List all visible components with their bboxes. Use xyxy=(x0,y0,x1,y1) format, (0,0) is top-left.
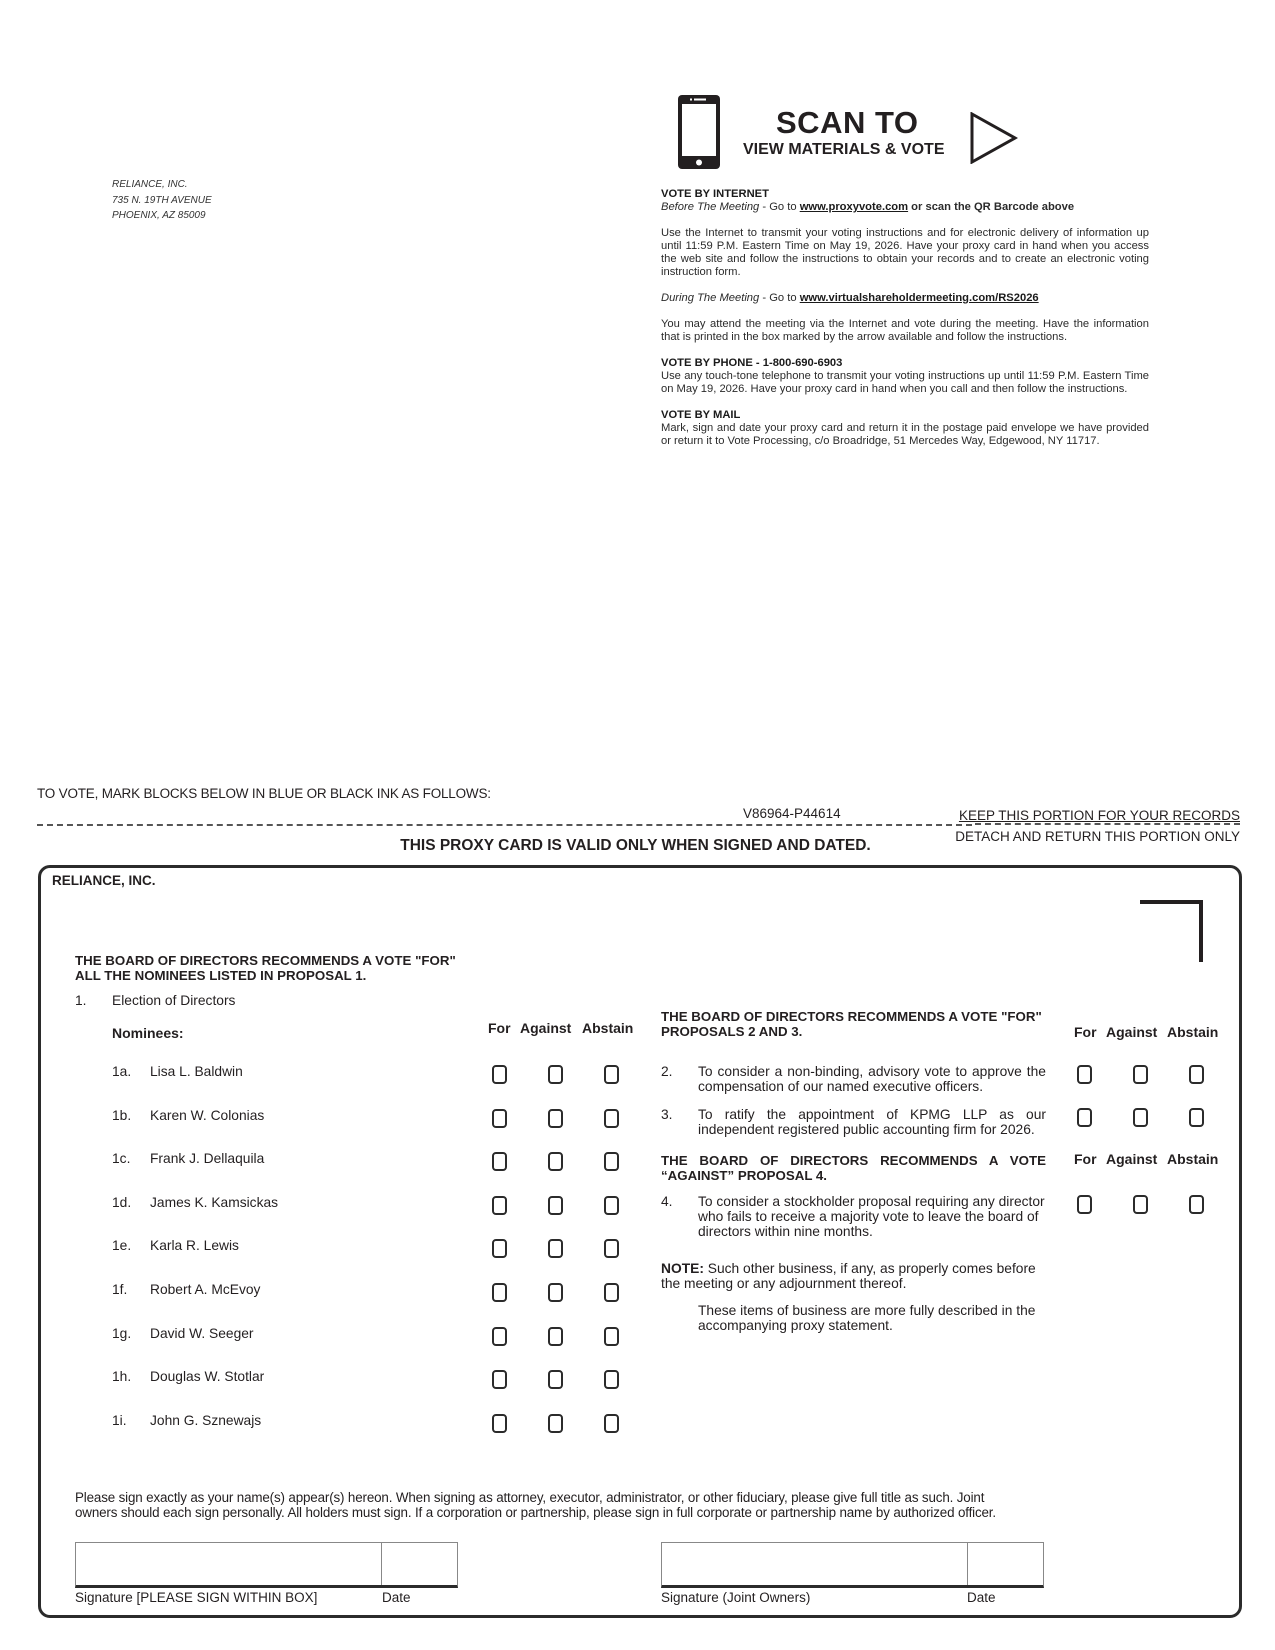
checkbox-abstain[interactable] xyxy=(604,1327,619,1346)
nominee-name: Karla R. Lewis xyxy=(150,1238,239,1254)
recommendation-line: “AGAINST” PROPOSAL 4. xyxy=(661,1168,827,1183)
column-header-for: For xyxy=(1074,1024,1097,1040)
date-label-primary: Date xyxy=(382,1590,411,1605)
during-meeting-label: During The Meeting xyxy=(661,292,760,304)
marking-instruction: TO VOTE, MARK BLOCKS BELOW IN BLUE OR BLACK INK AS FOLLOWS: xyxy=(37,786,491,801)
recommendation-line: THE BOARD OF DIRECTORS RECOMMENDS A VOTE xyxy=(661,1153,1046,1168)
proposal-2-number: 2. xyxy=(661,1064,673,1079)
signature-box-primary[interactable] xyxy=(75,1542,458,1588)
checkbox-proposal-2-abstain[interactable] xyxy=(1189,1065,1204,1084)
column-header-abstain: Abstain xyxy=(1167,1024,1219,1040)
checkbox-for[interactable] xyxy=(492,1109,507,1128)
nominee-id: 1a. xyxy=(112,1064,132,1079)
nominee-name: John G. Sznewajs xyxy=(150,1412,262,1428)
proposal1-title: Election of Directors xyxy=(112,993,236,1008)
recommendation-line: THE BOARD OF DIRECTORS RECOMMENDS A VOTE "FOR" xyxy=(75,953,456,968)
signature-box-joint[interactable] xyxy=(661,1542,1044,1588)
before-meeting-line xyxy=(661,201,1149,214)
recommendation-line: PROPOSALS 2 AND 3. xyxy=(661,1024,803,1039)
checkbox-abstain[interactable] xyxy=(604,1370,619,1389)
nominee-id: 1f. xyxy=(112,1282,128,1297)
during-meeting-body: You may attend the meeting via the Internet and vote during the meeting. Have the information that is printed in the box marked by the arrow available and follow the instructions. xyxy=(661,318,1149,343)
column-header-against: Against xyxy=(1106,1024,1158,1040)
proposal1-recommendation xyxy=(75,953,456,983)
column-header-against: Against xyxy=(1106,1151,1158,1167)
validity-notice xyxy=(0,837,1275,855)
checkbox-for[interactable] xyxy=(492,1065,507,1084)
checkbox-for[interactable] xyxy=(492,1370,507,1389)
mail-body: Mark, sign and date your proxy card and return it in the postage paid envelope we have provided or return it to Vote Processing, c/o Broadridge, 51 Mercedes Way, Edgewood, NY 11717. xyxy=(661,422,1149,447)
goto-text: - Go to xyxy=(759,292,800,304)
control-number: V86964-P44614 xyxy=(743,806,841,821)
recommendation-line: THE BOARD OF DIRECTORS RECOMMENDS A VOTE "FOR" xyxy=(661,1009,1042,1024)
checkbox-proposal-4-abstain[interactable] xyxy=(1189,1195,1204,1214)
date-divider xyxy=(381,1543,382,1585)
proposals-2-3-recommendation xyxy=(661,1009,1042,1039)
nominee-name: Douglas W. Stotlar xyxy=(150,1369,265,1385)
vote-instructions xyxy=(661,188,1149,448)
checkbox-for[interactable] xyxy=(492,1152,507,1171)
scan-title: SCAN TO xyxy=(776,105,919,140)
description-line: accompanying proxy statement. xyxy=(698,1318,893,1333)
checkbox-abstain[interactable] xyxy=(604,1239,619,1258)
checkbox-proposal-3-for[interactable] xyxy=(1077,1108,1092,1127)
nominee-name: Frank J. Dellaquila xyxy=(150,1151,265,1167)
play-triangle-icon xyxy=(970,112,1018,164)
checkbox-abstain[interactable] xyxy=(604,1283,619,1302)
proposal-4-text xyxy=(698,1194,1046,1239)
smartphone-icon xyxy=(677,94,721,170)
column-header-for: For xyxy=(1074,1151,1097,1167)
proposal-3-text xyxy=(698,1107,1046,1137)
proposal-line: compensation of our named executive officers. xyxy=(698,1079,984,1094)
checkbox-abstain[interactable] xyxy=(604,1065,619,1084)
checkbox-for[interactable] xyxy=(492,1239,507,1258)
nominee-id: 1d. xyxy=(112,1194,132,1210)
nominees-label: Nominees: xyxy=(112,1025,184,1041)
detach-line-right xyxy=(975,823,1240,825)
return-address xyxy=(112,177,212,224)
address-line: RELIANCE, INC. xyxy=(112,179,188,190)
nominee-name: Robert A. McEvoy xyxy=(150,1282,261,1297)
vote-by-phone-heading: VOTE BY PHONE - 1-800-690-6903 xyxy=(661,357,843,369)
signature-primary-label: Signature [PLEASE SIGN WITHIN BOX] xyxy=(75,1590,318,1605)
phone-body: Use any touch-tone telephone to transmit your voting instructions up until 11:59 P.M. Eastern Time on May 19, 2026. Have your proxy card in hand when you call and then follow the instructions. xyxy=(661,370,1149,395)
checkbox-proposal-2-against[interactable] xyxy=(1133,1065,1148,1084)
checkbox-proposal-4-for[interactable] xyxy=(1077,1195,1092,1214)
corner-bracket-mark xyxy=(1140,900,1203,962)
note-line: the meeting or any adjournment thereof. xyxy=(661,1276,907,1291)
checkbox-against[interactable] xyxy=(548,1196,563,1215)
instruction-line: Please sign exactly as your name(s) appear(s) hereon. When signing as attorney, executor, administrator, or other fiduciary, please give full title as such. Joint xyxy=(75,1490,985,1505)
checkbox-for[interactable] xyxy=(492,1414,507,1433)
checkbox-proposal-2-for[interactable] xyxy=(1077,1065,1092,1084)
address-line: 735 N. 19TH AVENUE xyxy=(112,194,212,206)
nominee-id: 1e. xyxy=(112,1238,132,1254)
proposal-line: To consider a stockholder proposal requiring any director xyxy=(698,1194,1045,1209)
detach-line xyxy=(37,824,972,826)
proposal-line: directors within nine months. xyxy=(698,1224,873,1239)
description-line: These items of business are more fully described in the xyxy=(698,1303,1036,1318)
proposal-line: To ratify the appointment of KPMG LLP as our xyxy=(698,1107,1046,1122)
checkbox-proposal-4-against[interactable] xyxy=(1133,1195,1148,1214)
keep-portion-label: KEEP THIS PORTION FOR YOUR RECORDS xyxy=(958,808,1240,823)
vote-by-mail-heading: VOTE BY MAIL xyxy=(661,409,741,421)
note-label: NOTE: xyxy=(661,1261,704,1276)
checkbox-for[interactable] xyxy=(492,1327,507,1346)
nominee-id: 1b. xyxy=(112,1107,132,1123)
proposal-3-number: 3. xyxy=(661,1107,673,1122)
detach-portion-label: DETACH AND RETURN THIS PORTION ONLY xyxy=(955,829,1240,844)
signature-joint-label: Signature (Joint Owners) xyxy=(661,1590,811,1605)
proposal-line: who fails to receive a majority vote to leave the board of xyxy=(698,1209,1039,1224)
vote-by-internet-heading: VOTE BY INTERNET xyxy=(661,188,769,200)
column-header-abstain: Abstain xyxy=(582,1020,634,1036)
checkbox-against[interactable] xyxy=(548,1283,563,1302)
proposal-line: To consider a non-binding, advisory vote to approve the xyxy=(698,1064,1046,1079)
instruction-line: owners should each sign personally. All holders must sign. If a corporation or partnership, please sign in full corporate or partnership name by authorized officer. xyxy=(75,1505,996,1520)
qr-instruction: or scan the QR Barcode above xyxy=(908,201,1075,213)
checkbox-against[interactable] xyxy=(548,1370,563,1389)
virtual-meeting-link[interactable]: www.virtualshareholdermeeting.com/RS2026 xyxy=(799,292,1039,304)
nominee-id: 1i. xyxy=(112,1412,127,1428)
date-label-joint: Date xyxy=(967,1590,996,1605)
nominee-name: Karen W. Colonias xyxy=(150,1107,265,1123)
note-line: Such other business, if any, as properly comes before xyxy=(703,1261,1036,1276)
proxyvote-link[interactable]: www.proxyvote.com xyxy=(799,201,909,213)
date-divider xyxy=(967,1543,968,1585)
business-description xyxy=(698,1303,1035,1333)
during-meeting-line xyxy=(661,292,1149,305)
checkbox-for[interactable] xyxy=(492,1283,507,1302)
checkbox-abstain[interactable] xyxy=(604,1109,619,1128)
proposal-4-number: 4. xyxy=(661,1194,673,1209)
proposal1-number: 1. xyxy=(75,993,87,1008)
checkbox-abstain[interactable] xyxy=(604,1414,619,1433)
checkbox-against[interactable] xyxy=(548,1414,563,1433)
proposal-line: independent registered public accounting firm for 2026. xyxy=(698,1122,1035,1137)
checkbox-abstain[interactable] xyxy=(604,1152,619,1171)
proposal-4-recommendation xyxy=(661,1153,1046,1183)
nominee-id: 1g. xyxy=(112,1325,132,1341)
recommendation-line: ALL THE NOMINEES LISTED IN PROPOSAL 1. xyxy=(75,968,367,983)
signing-instructions xyxy=(75,1490,1050,1520)
checkbox-against[interactable] xyxy=(548,1239,563,1258)
note-text xyxy=(661,1261,1046,1291)
proposal-2-text xyxy=(698,1064,1046,1094)
column-header-against: Against xyxy=(520,1020,572,1036)
card-company-name: RELIANCE, INC. xyxy=(52,873,156,888)
checkbox-proposal-3-abstain[interactable] xyxy=(1189,1108,1204,1127)
checkbox-against[interactable] xyxy=(548,1109,563,1128)
before-meeting-label: Before The Meeting xyxy=(661,201,760,213)
column-header-for: For xyxy=(488,1020,511,1036)
checkbox-against[interactable] xyxy=(548,1152,563,1171)
nominee-name: James K. Kamsickas xyxy=(150,1194,279,1210)
goto-text: - Go to xyxy=(759,201,800,213)
nominee-id: 1h. xyxy=(112,1369,132,1385)
validity-text: THIS PROXY CARD IS VALID ONLY WHEN SIGNED AND DATED. xyxy=(400,837,871,854)
column-header-abstain: Abstain xyxy=(1167,1151,1219,1167)
checkbox-proposal-3-against[interactable] xyxy=(1133,1108,1148,1127)
address-line: PHOENIX, AZ 85009 xyxy=(112,210,206,221)
checkbox-against[interactable] xyxy=(548,1327,563,1346)
checkbox-for[interactable] xyxy=(492,1196,507,1215)
nominee-name: Lisa L. Baldwin xyxy=(150,1064,243,1079)
nominee-id: 1c. xyxy=(112,1151,131,1167)
internet-body: Use the Internet to transmit your voting instructions and for electronic delivery of information up until 11:59 P.M. Eastern Time on May 19, 2026. Have your proxy card in hand when you access the web site and follow the instructions to obtain your records and to create an electronic voting instruction form. xyxy=(661,227,1149,278)
checkbox-against[interactable] xyxy=(548,1065,563,1084)
scan-subtitle: VIEW MATERIALS & VOTE xyxy=(743,141,945,158)
nominee-name: David W. Seeger xyxy=(150,1325,254,1341)
checkbox-abstain[interactable] xyxy=(604,1196,619,1215)
